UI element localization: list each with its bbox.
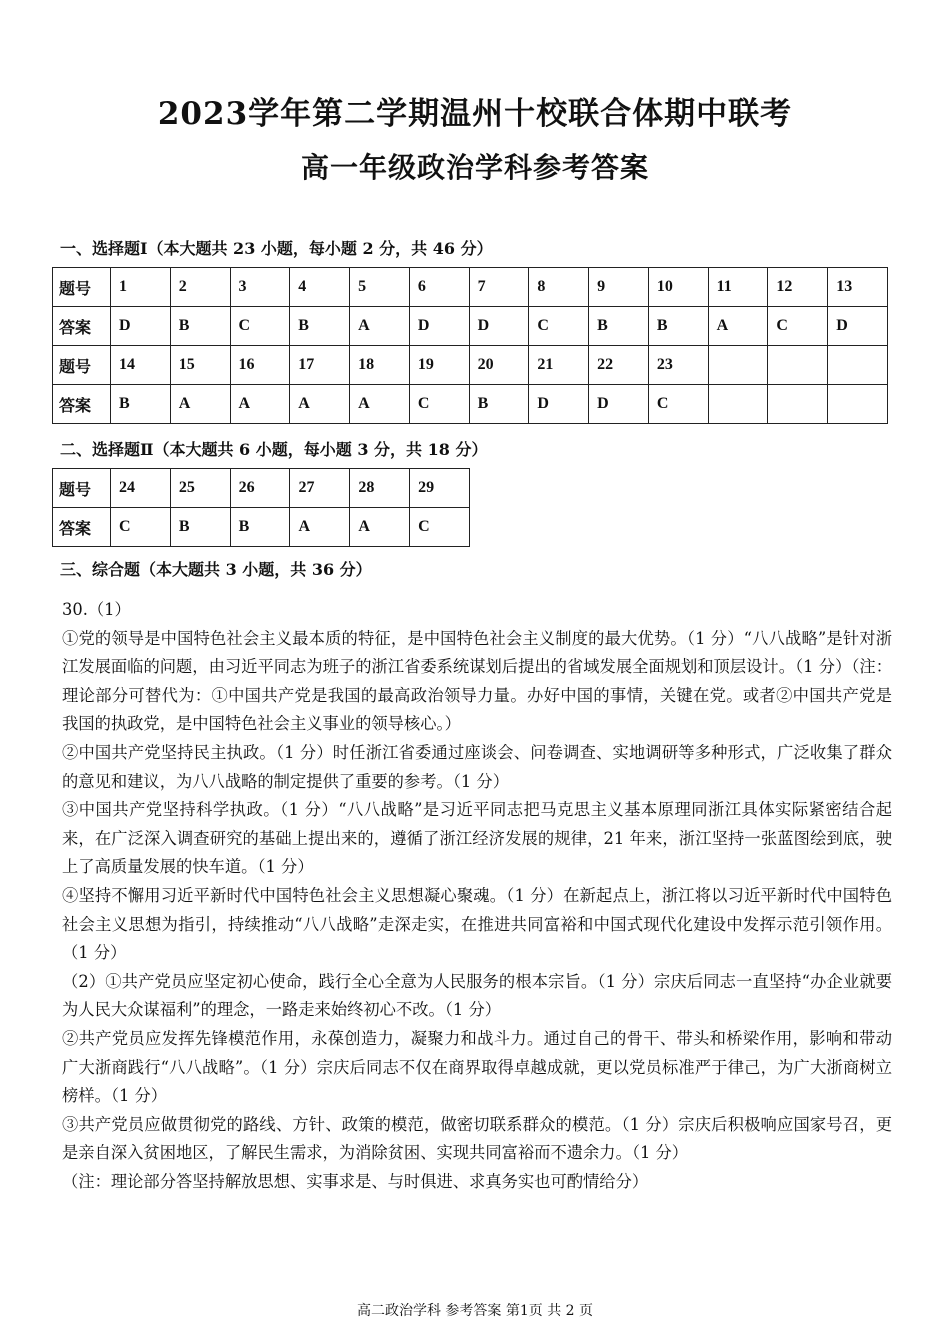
question-number-row: [53, 469, 470, 508]
answer-cell: B: [589, 307, 649, 346]
answer-cell: A: [350, 508, 410, 547]
answer-cell: D: [111, 307, 171, 346]
row-label: 答案: [53, 508, 111, 547]
question-number-cell: [768, 346, 828, 385]
question-number-cell: 8: [529, 268, 589, 307]
answer-cell: C: [768, 307, 828, 346]
page-subtitle: 高一年级政治学科参考答案: [300, 151, 649, 184]
section1-answer-table: [52, 267, 888, 424]
question-number-cell: 10: [648, 268, 708, 307]
question-number-cell: 4: [290, 268, 350, 307]
answer-cell: A: [230, 385, 290, 424]
answer-cell: D: [529, 385, 589, 424]
question-number: 30.（1）: [62, 600, 131, 619]
question-number-cell: 12: [768, 268, 828, 307]
answer-cell: B: [230, 508, 290, 547]
answer-paragraph: ①党的领导是中国特色社会主义最本质的特征，是中国特色社会主义制度的最大优势。（1 分）“八八战略”是针对浙江发展面临的问题，由习近平同志为班子的浙江省委系统谋划后提出的省域发展全面规划和顶层设计。（1 分）（注：理论部分可替代为：①中国共产党是我国的最高政治领导力量。办好中国的事情，关键在党。或者②中国共产党是我国的执政党，是中国特色社会主义事业的领导核心。）: [62, 628, 892, 734]
answer-cell: B: [290, 307, 350, 346]
answer-cell: C: [529, 307, 589, 346]
question-number-cell: 9: [589, 268, 649, 307]
question-number-cell: [828, 346, 888, 385]
answer-cell: D: [469, 307, 529, 346]
answer-cell: A: [290, 508, 350, 547]
question-number-cell: 21: [529, 346, 589, 385]
question-number-cell: 22: [589, 346, 649, 385]
section1-heading: 一、选择题Ⅰ（本大题共 23 小题，每小题 2 分，共 46 分）: [60, 239, 493, 258]
row-label: 答案: [53, 307, 111, 346]
question-number-cell: 15: [170, 346, 230, 385]
row-label: 题号: [53, 346, 111, 385]
answer-cell: [828, 385, 888, 424]
answer-cell: C: [409, 385, 469, 424]
answer-cell: D: [828, 307, 888, 346]
answer-cell: D: [589, 385, 649, 424]
question-number-cell: 27: [290, 469, 350, 508]
question-number-cell: 14: [111, 346, 171, 385]
answer-cell: B: [170, 508, 230, 547]
answer-cell: A: [708, 307, 768, 346]
answer-paragraph: （2）①共产党员应坚定初心使命，践行全心全意为人民服务的根本宗旨。（1 分）宗庆后同志一直坚持“办企业就要为人民大众谋福利”的理念，一路走来始终初心不改。（1 分）: [62, 971, 892, 1020]
row-label: 题号: [53, 268, 111, 307]
row-label: 题号: [53, 469, 111, 508]
section2-answer-table: [52, 468, 470, 547]
question-number-cell: 7: [469, 268, 529, 307]
question-number-cell: 13: [828, 268, 888, 307]
answer-paragraph: ③中国共产党坚持科学执政。（1 分）“八八战略”是习近平同志把马克思主义基本原理同浙江具体实际紧密结合起来，在广泛深入调查研究的基础上提出来的，遵循了浙江经济发展的规律，21 年来，浙江坚持一张蓝图绘到底，驶上了高质量发展的快车道。（1 分）: [62, 800, 892, 877]
question-number-cell: 17: [290, 346, 350, 385]
question-number-cell: 3: [230, 268, 290, 307]
page-title: 2023学年第二学期温州十校联合体期中联考: [157, 96, 793, 132]
answer-cell: B: [648, 307, 708, 346]
answer-cell: A: [350, 307, 410, 346]
answer-cell: C: [230, 307, 290, 346]
answer-paragraph: ④坚持不懈用习近平新时代中国特色社会主义思想凝心聚魂。（1 分）在新起点上，浙江将以习近平新时代中国特色社会主义思想为指引，持续推动“八八战略”走深走实，在推进共同富裕和中国式现代化建设中发挥示范引领作用。（1 分）: [62, 885, 892, 963]
page-footer: 高二政治学科 参考答案 第1页 共 2 页: [356, 1303, 594, 1319]
question-number-cell: 23: [648, 346, 708, 385]
answer-cell: A: [350, 385, 410, 424]
question-number-cell: 11: [708, 268, 768, 307]
answer-cell: [768, 385, 828, 424]
question-number-row: [53, 268, 888, 307]
question-number-cell: 2: [170, 268, 230, 307]
note-paragraph: （注：理论部分答坚持解放思想、实事求是、与时俱进、求真务实也可酌情给分）: [62, 1171, 649, 1191]
answer-body: [62, 596, 892, 1196]
answer-cell: [708, 385, 768, 424]
question-number-cell: 28: [350, 469, 410, 508]
answer-row: [53, 385, 888, 424]
question-number-cell: 25: [170, 469, 230, 508]
answer-cell: C: [410, 508, 470, 547]
answer-cell: C: [111, 508, 171, 547]
question-number-cell: 18: [350, 346, 410, 385]
answer-cell: B: [469, 385, 529, 424]
answer-cell: A: [290, 385, 350, 424]
answer-cell: D: [409, 307, 469, 346]
question-number-cell: 24: [111, 469, 171, 508]
section3-heading: 三、综合题（本大题共 3 小题，共 36 分）: [60, 560, 372, 579]
question-number-cell: 26: [230, 469, 290, 508]
question-number-cell: 5: [350, 268, 410, 307]
question-number-cell: 29: [410, 469, 470, 508]
question-number-cell: 20: [469, 346, 529, 385]
question-number-row: [53, 346, 888, 385]
question-number-cell: 1: [111, 268, 171, 307]
answer-cell: B: [111, 385, 171, 424]
row-label: 答案: [53, 385, 111, 424]
answer-row: [53, 307, 888, 346]
question-number-cell: [708, 346, 768, 385]
question-number-cell: 6: [409, 268, 469, 307]
answer-paragraph: ②共产党员应发挥先锋模范作用，永葆创造力，凝聚力和战斗力。通过自己的骨干、带头和桥梁作用，影响和带动广大浙商践行“八八战略”。（1 分）宗庆后同志不仅在商界取得卓越成就，更以党员标准严于律己，为广大浙商树立榜样。（1 分）: [62, 1028, 892, 1106]
answer-cell: C: [648, 385, 708, 424]
answer-cell: B: [170, 307, 230, 346]
question-number-cell: 16: [230, 346, 290, 385]
section2-heading: 二、选择题Ⅱ（本大题共 6 小题，每小题 3 分，共 18 分）: [60, 440, 488, 459]
answer-row: [53, 508, 470, 547]
answer-paragraph: ②中国共产党坚持民主执政。（1 分）时任浙江省委通过座谈会、问卷调查、实地调研等多种形式，广泛收集了群众的意见和建议，为八八战略的制定提供了重要的参考。（1 分）: [62, 742, 892, 791]
answer-paragraph: ③共产党员应做贯彻党的路线、方针、政策的模范，做密切联系群众的模范。（1 分）宗庆后积极响应国家号召，更是亲自深入贫困地区，了解民生需求，为消除贫困、实现共同富裕而不遗余力。（1 分）: [62, 1114, 892, 1163]
answer-cell: A: [170, 385, 230, 424]
question-number-cell: 19: [409, 346, 469, 385]
